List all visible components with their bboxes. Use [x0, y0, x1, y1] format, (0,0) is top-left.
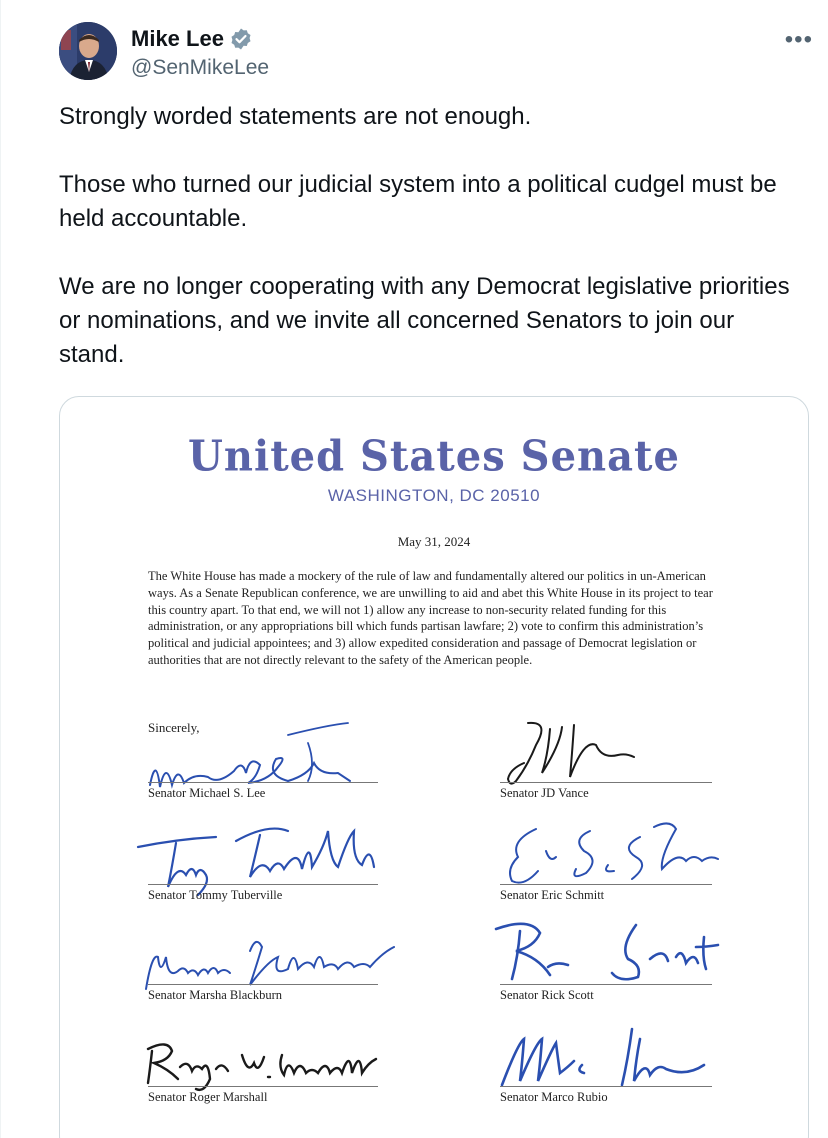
tweet-media-letter[interactable]: [59, 396, 809, 1138]
tweet-paragraph: We are no longer cooperating with any Democrat legislative priorities or nominations, and we invite all concerned Senators to join our stand.: [59, 273, 790, 368]
signature-line: [148, 1086, 378, 1087]
signature-line: [500, 782, 712, 783]
letterhead: [60, 433, 808, 506]
signature-block: [148, 1029, 378, 1109]
tweet-paragraph: Strongly worded statements are not enough.: [59, 103, 532, 130]
user-handle[interactable]: @SenMikeLee: [131, 56, 270, 79]
signature-block: [500, 927, 712, 1007]
letterhead-title: United States Senate: [188, 431, 680, 482]
signature-name: Senator Tommy Tuberville: [148, 888, 283, 902]
signature-block: [148, 725, 378, 805]
signature-line: [500, 1086, 712, 1087]
signature-name: Senator Eric Schmitt: [500, 888, 605, 902]
tweet-paragraph: Those who turned our judicial system into a political cudgel must be held accountable.: [59, 171, 777, 232]
signature-line: [500, 984, 712, 985]
verified-badge-icon: [229, 27, 253, 51]
more-options-icon[interactable]: •••: [784, 26, 813, 53]
tweet-text: [59, 100, 799, 372]
signature-block: [148, 827, 378, 907]
signature-block: [500, 725, 712, 805]
display-name[interactable]: Mike Lee: [131, 26, 224, 51]
avatar-photo: [59, 22, 117, 80]
signature-name: Senator Roger Marshall: [148, 1090, 268, 1104]
letterhead-subtitle: WASHINGTON, DC 20510: [327, 486, 541, 505]
letter-date: May 31, 2024: [397, 534, 471, 549]
signature-block: [148, 927, 378, 1007]
signature-line: [148, 984, 378, 985]
signature-block: [500, 1029, 712, 1109]
signature-name: Senator Michael S. Lee: [148, 786, 266, 800]
signature-block: [500, 827, 712, 907]
signature-line: [148, 884, 378, 885]
signature-name: Senator Marsha Blackburn: [148, 988, 282, 1002]
signature-name: Senator Marco Rubio: [500, 1090, 608, 1104]
signature-name: Senator Rick Scott: [500, 988, 594, 1002]
name-row: [131, 26, 253, 52]
signature-line: [148, 782, 378, 783]
letter-body: The White House has made a mockery of the rule of law and fundamentally altered our politics in un-American ways. As a Senate Republican conference, we are unwilling to aid and abet this White House in its project to tear this country apart. To that end, we will not 1) allow any increase to non-security related funding for this administration, or any appropriations bill which funds partisan lawfare; 2) vote to confirm this administration’s political and judicial appointees; and 3) allow expedited consideration and passage of Democrat legislation or authorities that are not directly relevant to the safety of the American people.: [148, 569, 713, 667]
letter-closing: Sincerely,: [148, 720, 200, 735]
signature-line: [500, 884, 712, 885]
tweet-header: [59, 22, 819, 82]
signature-name: Senator JD Vance: [500, 786, 589, 800]
avatar[interactable]: [59, 22, 117, 80]
